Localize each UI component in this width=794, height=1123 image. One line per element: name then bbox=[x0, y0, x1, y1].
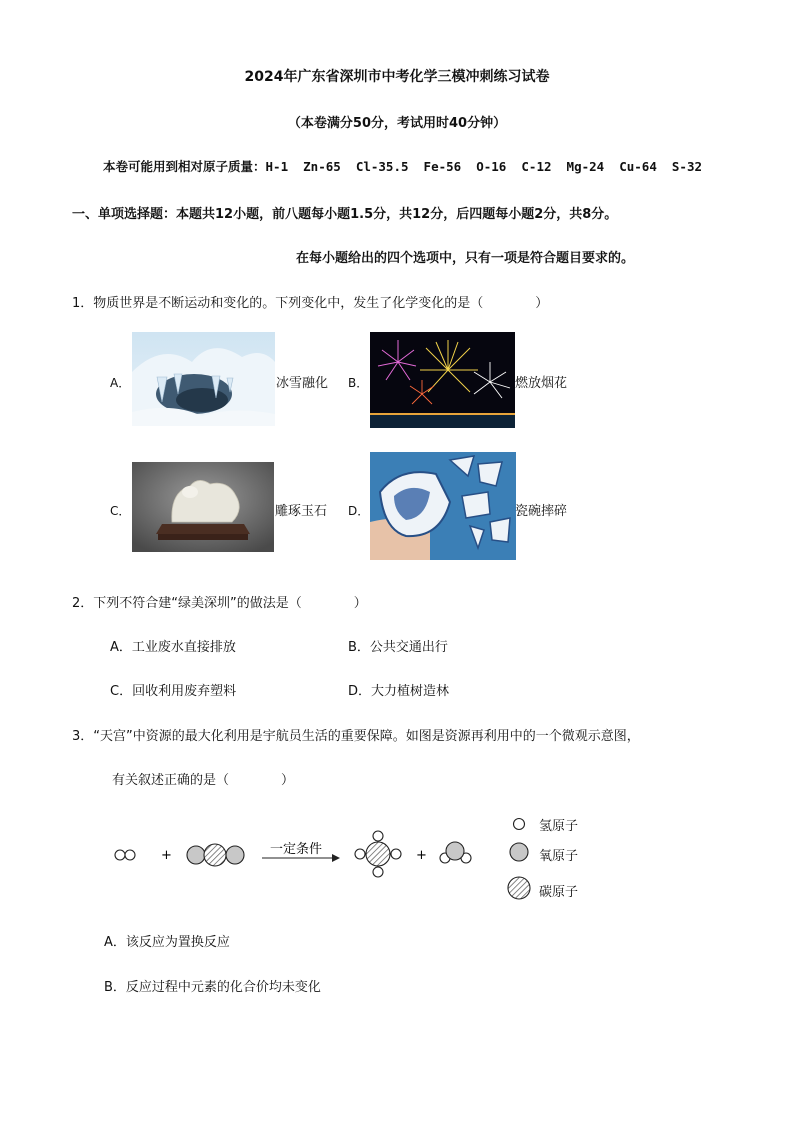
q3-option-b: B．反应过程中元素的化合价均未变化 bbox=[104, 980, 321, 995]
atomic-masses bbox=[103, 157, 702, 175]
atomic-masses-values: H-1 Zn-65 Cl-35.5 Fe-56 O-16 C-12 Mg-24 Cu-64 S-32 bbox=[265, 159, 703, 174]
hydrogen-legend-symbol bbox=[514, 819, 525, 830]
q1-option-d-label: 瓷碗摔碎 bbox=[515, 504, 568, 519]
carbon-legend-symbol bbox=[508, 877, 530, 899]
question-1-stem: 1．物质世界是不断运动和变化的。下列变化中，发生了化学变化的是（ ） bbox=[72, 296, 549, 311]
question-3-stem-line2: 有关叙述正确的是（ ） bbox=[112, 773, 295, 788]
plus-sign-2: + bbox=[416, 848, 427, 863]
methane-molecule bbox=[355, 831, 401, 877]
page-title: 2024年广东省深圳市中考化学三模冲刺练习试卷 bbox=[244, 69, 550, 85]
broken-bowl-image bbox=[370, 452, 516, 560]
hydrogen-molecule bbox=[115, 850, 135, 860]
q1-option-a-letter: A． bbox=[110, 376, 131, 390]
q1-option-d-letter: D． bbox=[348, 504, 370, 518]
fireworks-picture bbox=[370, 332, 515, 428]
q2-option-c: C．回收利用废弃塑料 bbox=[110, 684, 237, 699]
legend-symbols bbox=[505, 812, 535, 902]
legend-oxygen: 氧原子 bbox=[539, 849, 579, 864]
q2-option-d: D．大力植树造林 bbox=[348, 684, 450, 699]
jade-carving-image bbox=[132, 462, 274, 552]
q3-option-a: A．该反应为置换反应 bbox=[104, 935, 230, 950]
legend-hydrogen: 氢原子 bbox=[539, 819, 579, 834]
q2-option-b: B．公共交通出行 bbox=[348, 640, 448, 655]
section-instruction: 在每小题给出的四个选项中，只有一项是符合题目要求的。 bbox=[296, 251, 635, 266]
reaction-condition: 一定条件 bbox=[270, 842, 323, 857]
water-molecule bbox=[440, 842, 471, 863]
fireworks-image bbox=[370, 332, 515, 428]
section-heading: 一、单项选择题：本题共12小题，前八题每小题1.5分，共12分，后四题每小题2分，共8分。 bbox=[72, 207, 618, 222]
legend-carbon: 碳原子 bbox=[539, 885, 579, 900]
ice-melting-picture bbox=[132, 332, 275, 426]
carbon-dioxide-molecule bbox=[187, 844, 244, 866]
ice-melting-image bbox=[132, 332, 275, 426]
q1-option-c-label: 雕琢玉石 bbox=[275, 504, 328, 519]
jade-carving-picture bbox=[132, 462, 274, 552]
atomic-masses-prefix: 本卷可能用到相对原子质量： bbox=[103, 159, 266, 174]
oxygen-legend-symbol bbox=[510, 843, 528, 861]
broken-bowl-picture bbox=[370, 452, 516, 560]
exam-info: （本卷满分50分，考试用时40分钟） bbox=[287, 116, 507, 131]
plus-sign-1: + bbox=[161, 848, 172, 863]
question-2-stem: 2．下列不符合建“绿美深圳”的做法是（ ） bbox=[72, 596, 367, 611]
q1-option-b-letter: B． bbox=[348, 376, 369, 390]
q1-option-b-label: 燃放烟花 bbox=[515, 376, 568, 391]
q1-option-a-label: 冰雪融化 bbox=[276, 376, 329, 391]
q2-option-a: A．工业废水直接排放 bbox=[110, 640, 236, 655]
question-3-stem-line1: 3．“天宫”中资源的最大化利用是宇航员生活的重要保障。如图是资源再利用中的一个微观示意图， bbox=[72, 729, 640, 744]
q1-option-c-letter: C． bbox=[110, 504, 131, 518]
